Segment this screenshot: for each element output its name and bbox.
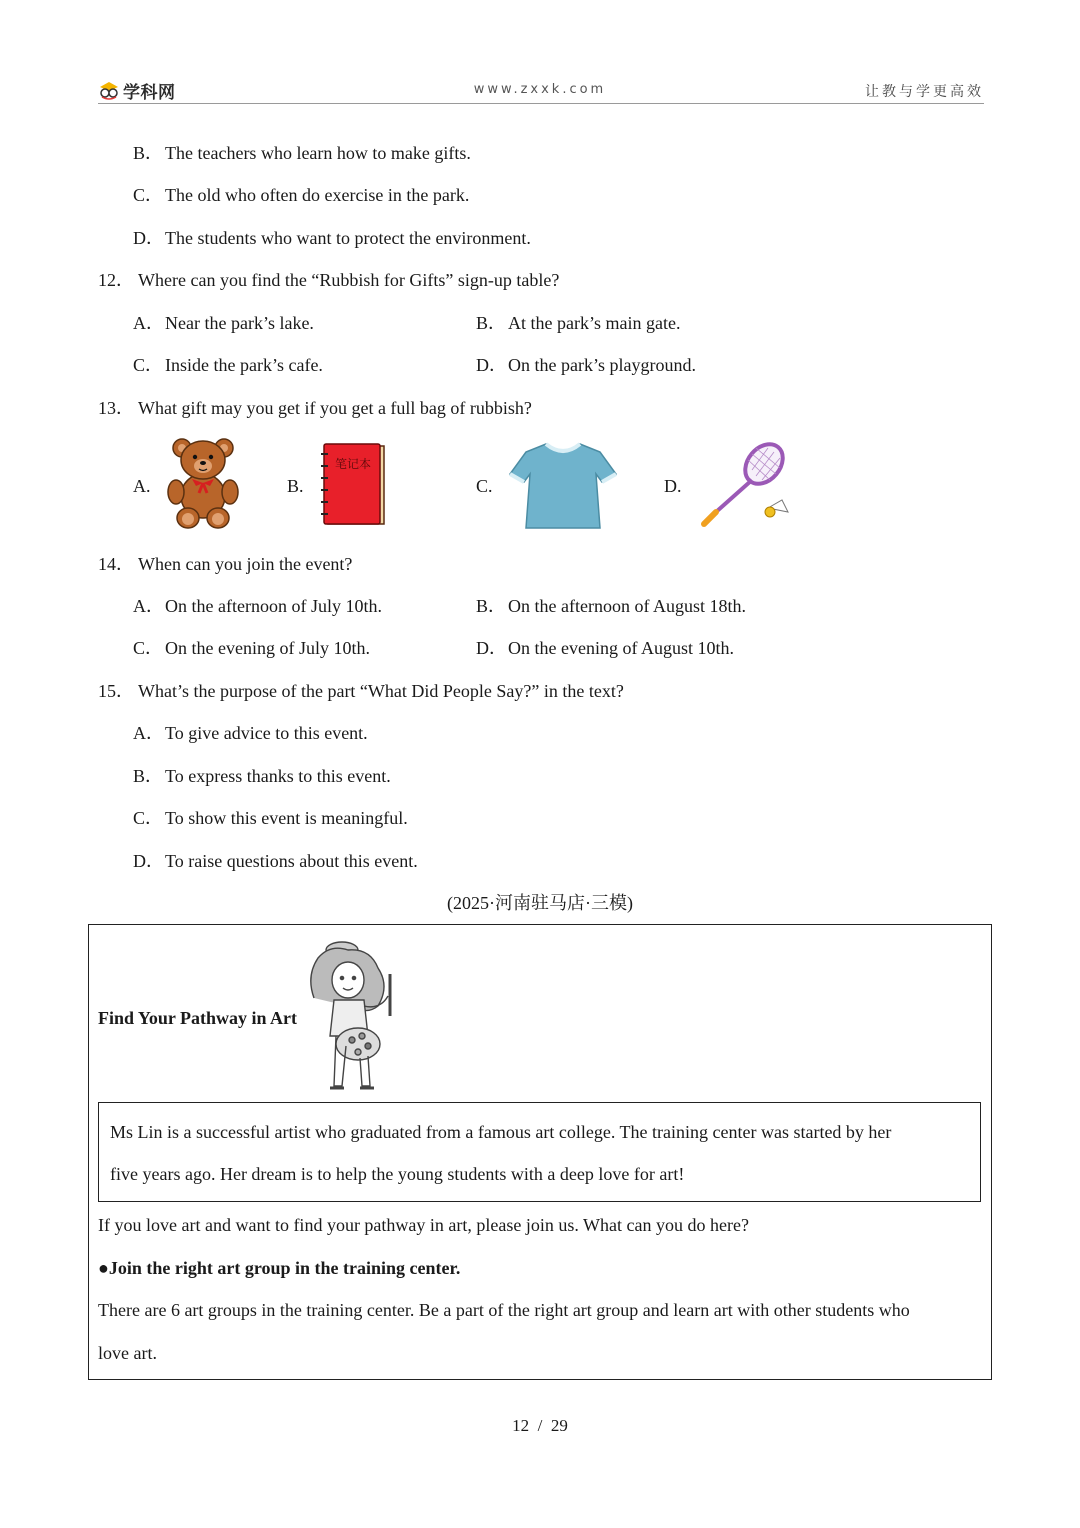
option-label: C．	[133, 185, 164, 205]
q13-option-b-label: B.	[287, 476, 304, 496]
q13-option-a-label: A.	[133, 476, 151, 496]
q15-option-d	[133, 850, 418, 872]
option-text: On the evening of July 10th.	[165, 638, 370, 658]
option-text: The old who often do exercise in the park.	[165, 185, 470, 205]
q12-option-b	[476, 312, 680, 334]
option-text: Near the park’s lake.	[165, 313, 314, 333]
source-mark: (2025·河南驻马店·三模)	[447, 893, 633, 913]
q11-option-b	[133, 142, 471, 164]
page-separator: /	[537, 1416, 543, 1435]
option-text: The teachers who learn how to make gifts.	[165, 143, 471, 163]
option-label: D．	[133, 851, 164, 871]
q13-question	[98, 397, 532, 419]
q15-option-a	[133, 722, 368, 744]
option-text: On the afternoon of August 18th.	[508, 596, 746, 616]
intro-box	[98, 1102, 981, 1202]
site-url[interactable]: www.zxxk.com	[473, 82, 607, 97]
option-text: To give advice to this event.	[165, 723, 368, 743]
option-text: To raise questions about this event.	[165, 851, 418, 871]
option-label: D．	[476, 355, 507, 375]
q15-option-b	[133, 765, 391, 787]
option-text: At the park’s main gate.	[508, 313, 681, 333]
option-text: On the afternoon of July 10th.	[165, 596, 382, 616]
q15-option-c	[133, 807, 408, 829]
q12-option-a	[133, 312, 314, 334]
option-label: D．	[476, 638, 507, 658]
option-label: A．	[133, 313, 164, 333]
q12-option-d	[476, 354, 696, 376]
logo-text: 学科网	[123, 82, 176, 103]
q12-option-c	[133, 354, 323, 376]
option-label: C．	[133, 808, 164, 828]
option-label: C．	[133, 638, 164, 658]
question-number: 13．	[98, 398, 134, 418]
option-label: B．	[476, 313, 507, 333]
badminton-racket-icon	[696, 440, 796, 530]
option-label: A．	[133, 596, 164, 616]
header-divider	[98, 103, 984, 104]
q15-question	[98, 680, 624, 702]
question-text: Where can you find the “Rubbish for Gifts” sign-up table?	[138, 270, 560, 290]
artist-girl-illustration	[308, 936, 404, 1094]
option-label: B．	[476, 596, 507, 616]
q13-option-c-label: C.	[476, 476, 493, 496]
option-text: On the park’s playground.	[508, 355, 696, 375]
q14-option-a	[133, 595, 382, 617]
t-shirt-icon	[508, 440, 618, 530]
q14-option-d	[476, 637, 734, 659]
option-text: To express thanks to this event.	[165, 766, 391, 786]
question-text: What’s the purpose of the part “What Did People Say?” in the text?	[138, 681, 624, 701]
option-text: To show this event is meaningful.	[165, 808, 408, 828]
teddy-bear-icon	[166, 438, 240, 530]
q14-option-c	[133, 637, 370, 659]
q13-option-d-label: D.	[664, 476, 682, 496]
current-page: 12	[512, 1416, 530, 1435]
paragraph-2-line-2: love art.	[98, 1343, 157, 1363]
paragraph-1: If you love art and want to find your pathway in art, please join us. What can you do here?	[98, 1215, 749, 1235]
site-slogan: 让教与学更高效	[865, 84, 984, 100]
option-label: B．	[133, 766, 164, 786]
question-number: 12．	[98, 270, 134, 290]
passage-title: Find Your Pathway in Art	[98, 1008, 298, 1028]
intro-line-2: five years ago. Her dream is to help the young students with a deep love for art!	[110, 1164, 685, 1184]
notebook-icon	[320, 442, 388, 528]
option-text: On the evening of August 10th.	[508, 638, 734, 658]
option-label: A．	[133, 723, 164, 743]
section-heading: ●Join the right art group in the training center.	[98, 1258, 461, 1278]
option-label: D．	[133, 228, 164, 248]
option-text: The students who want to protect the environment.	[165, 228, 531, 248]
q14-option-b	[476, 595, 746, 617]
page-number	[0, 1416, 1080, 1436]
q11-option-c	[133, 184, 469, 206]
question-text: What gift may you get if you get a full bag of rubbish?	[138, 398, 532, 418]
question-number: 14．	[98, 554, 134, 574]
q14-question	[98, 553, 352, 575]
question-text: When can you join the event?	[138, 554, 353, 574]
total-pages: 29	[550, 1416, 568, 1435]
q12-question	[98, 269, 559, 291]
paragraph-2-line-1: There are 6 art groups in the training center. Be a part of the right art group and learn art with other students who	[98, 1300, 910, 1320]
option-text: Inside the park’s cafe.	[165, 355, 323, 375]
intro-line-1: Ms Lin is a successful artist who graduated from a famous art college. The training center was started by her	[110, 1122, 892, 1142]
notebook-title: 笔记本	[334, 457, 372, 471]
option-label: B．	[133, 143, 164, 163]
q11-option-d	[133, 227, 531, 249]
option-label: C．	[133, 355, 164, 375]
question-number: 15．	[98, 681, 134, 701]
